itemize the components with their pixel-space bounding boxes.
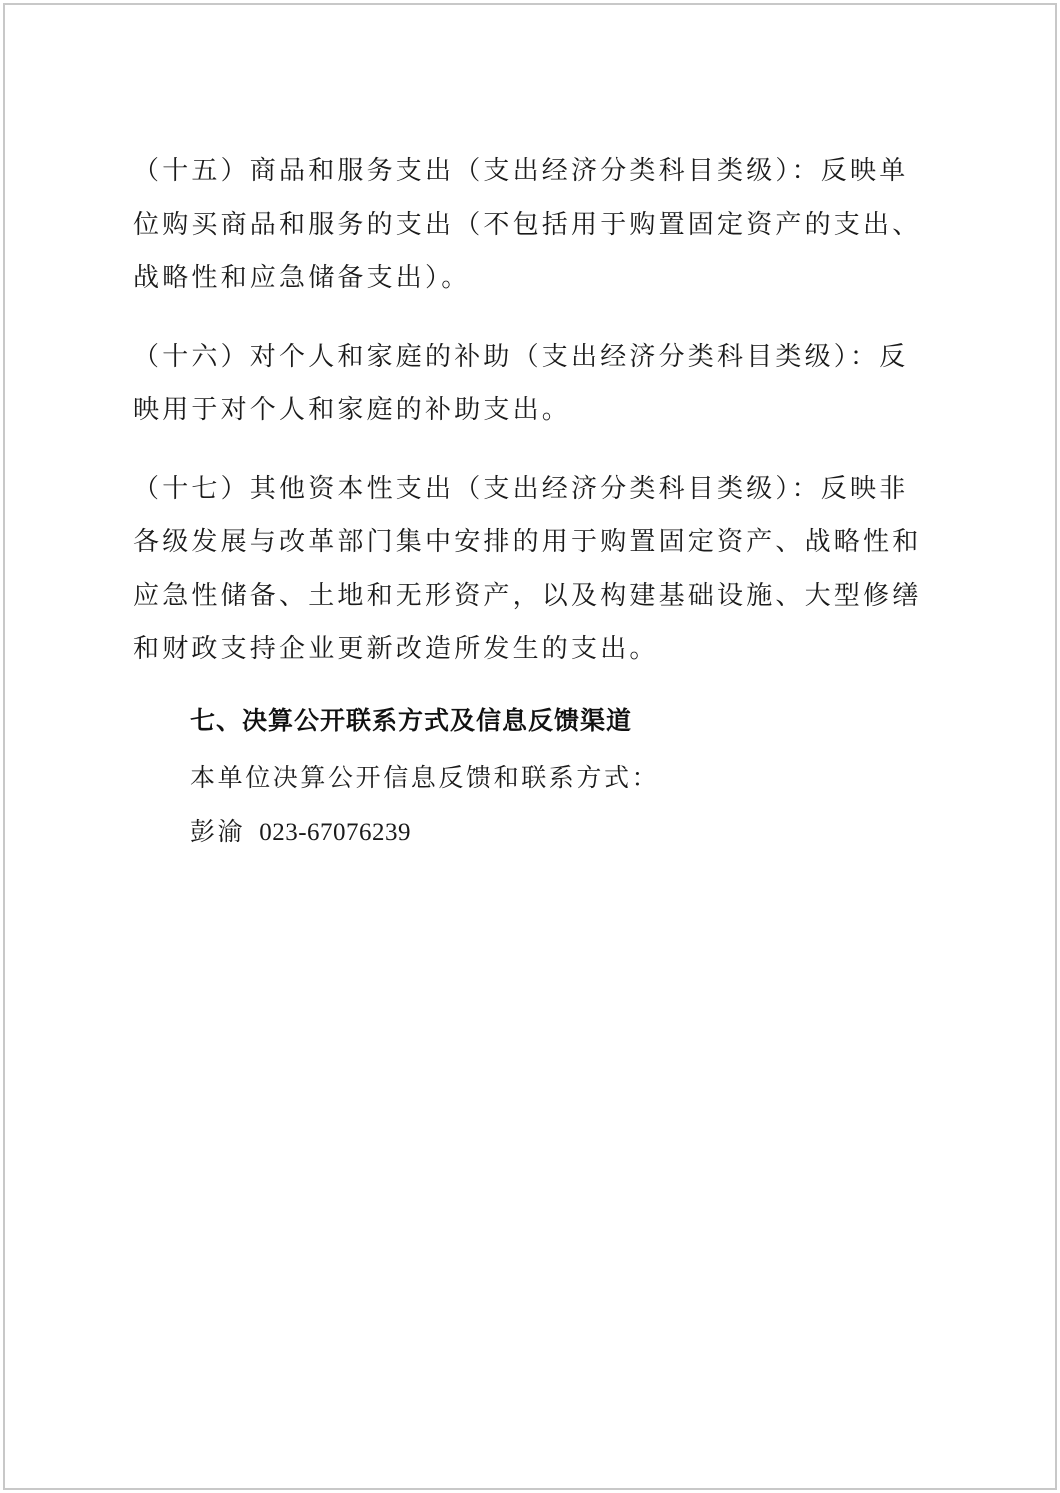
paragraph-seventeen: （十七）其他资本性支出（支出经济分类科目类级）：反映非各级发展与改革部门集中安排的用于购置固定资产、战略性和应急性储备、土地和无形资产，以及构建基础设施、大型修缮和财政支持企业更新改造所发生的支出。 — [133, 473, 922, 664]
contact-line — [190, 812, 411, 848]
contact-name: 彭渝 — [190, 817, 246, 846]
document-body — [133, 145, 931, 677]
section-heading: 七、决算公开联系方式及信息反馈渠道 — [190, 706, 633, 735]
contact-phone: 023-67076239 — [259, 819, 412, 846]
contact-intro: 本单位决算公开信息反馈和联系方式： — [190, 763, 660, 792]
paragraph-fifteen: （十五）商品和服务支出（支出经济分类科目类级）：反映单位购买商品和服务的支出（不包括用于购置固定资产的支出、战略性和应急储备支出）。 — [133, 156, 922, 293]
paragraph-sixteen: （十六）对个人和家庭的补助（支出经济分类科目类级）：反映用于对个人和家庭的补助支出。 — [133, 341, 909, 425]
